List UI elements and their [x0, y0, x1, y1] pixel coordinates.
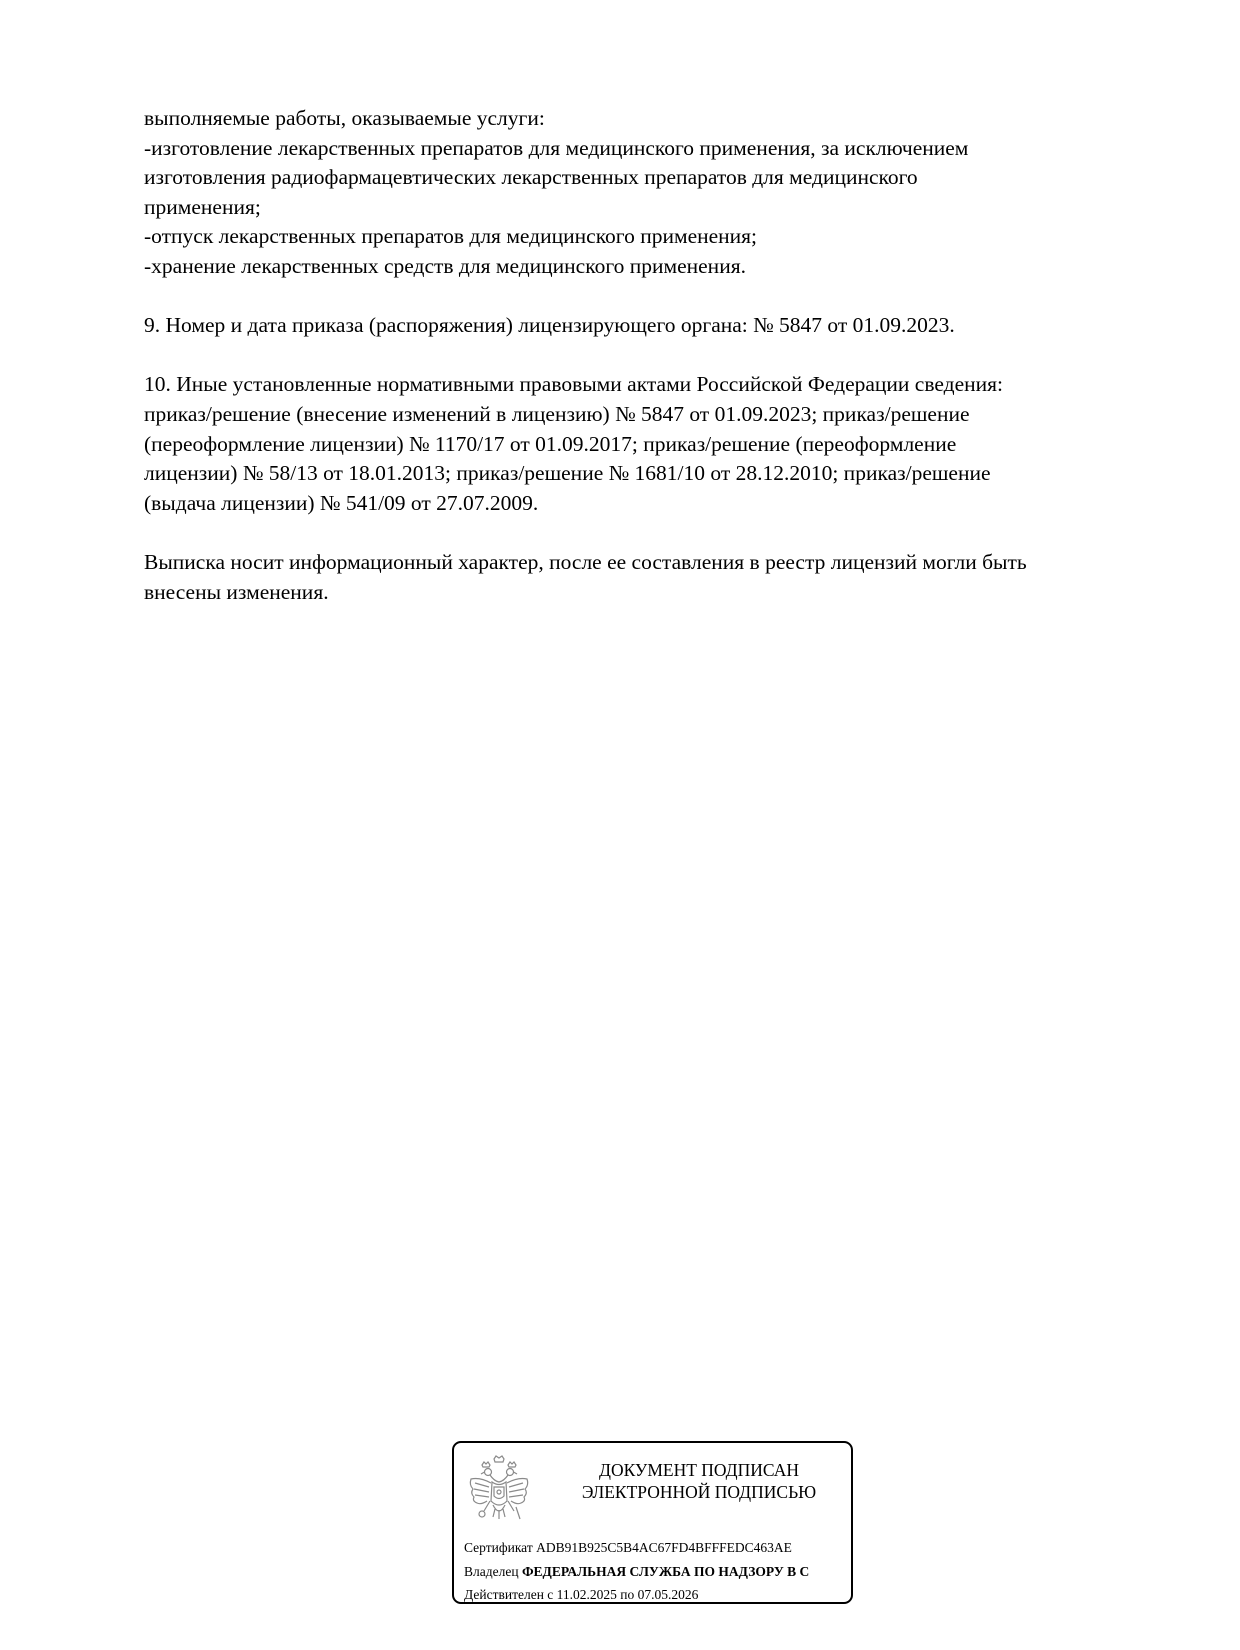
section-10-line: (переоформление лицензии) № 1170/17 от 01.09.2017; приказ/решение (переоформление	[144, 431, 957, 456]
document-body	[144, 104, 1144, 607]
stamp-title	[554, 1459, 844, 1503]
certificate-label: Сертификат	[464, 1540, 533, 1555]
electronic-signature-stamp	[452, 1441, 853, 1604]
services-line: -изготовление лекарственных препаратов для медицинского применения, за исключением	[144, 135, 969, 160]
section-10-line: (выдача лицензии) № 541/09 от 27.07.2009.	[144, 490, 539, 515]
section-10-line: лицензии) № 58/13 от 18.01.2013; приказ/решение № 1681/10 от 28.12.2010; приказ/решение	[144, 461, 991, 486]
coat-of-arms-icon	[466, 1455, 532, 1531]
section-9-order: 9. Номер и дата приказа (распоряжения) лицензирующего органа: № 5847 от 01.09.2023.	[144, 313, 955, 338]
services-heading: выполняемые работы, оказываемые услуги:	[144, 106, 545, 130]
disclaimer-line: внесены изменения.	[144, 579, 329, 604]
validity-text: Действителен с 11.02.2025 по 07.05.2026	[464, 1587, 699, 1602]
validity-row	[464, 1586, 698, 1604]
certificate-value: ADB91B925C5B4AC67FD4BFFFEDC463AE	[536, 1540, 792, 1555]
section-10-line: 10. Иные установленные нормативными правовыми актами Российской Федерации сведения:	[144, 372, 1003, 397]
services-line: изготовления радиофармацевтических лекарственных препаратов для медицинского	[144, 165, 918, 190]
disclaimer-line: Выписка носит информационный характер, после ее составления в реестр лицензий могли быть	[144, 549, 1027, 574]
certificate-row	[464, 1539, 792, 1557]
services-line: применения;	[144, 194, 261, 219]
owner-row	[464, 1563, 809, 1581]
section-10-line: приказ/решение (внесение изменений в лицензию) № 5847 от 01.09.2023; приказ/решение	[144, 401, 970, 426]
owner-value: ФЕДЕРАЛЬНАЯ СЛУЖБА ПО НАДЗОРУ В С	[521, 1564, 810, 1579]
services-line: -хранение лекарственных средств для медицинского применения.	[144, 253, 746, 278]
stamp-title-line: ДОКУМЕНТ ПОДПИСАН	[599, 1460, 799, 1480]
stamp-title-line: ЭЛЕКТРОННОЙ ПОДПИСЬЮ	[581, 1482, 817, 1502]
owner-label: Владелец	[464, 1564, 519, 1579]
services-line: -отпуск лекарственных препаратов для медицинского применения;	[144, 224, 758, 249]
